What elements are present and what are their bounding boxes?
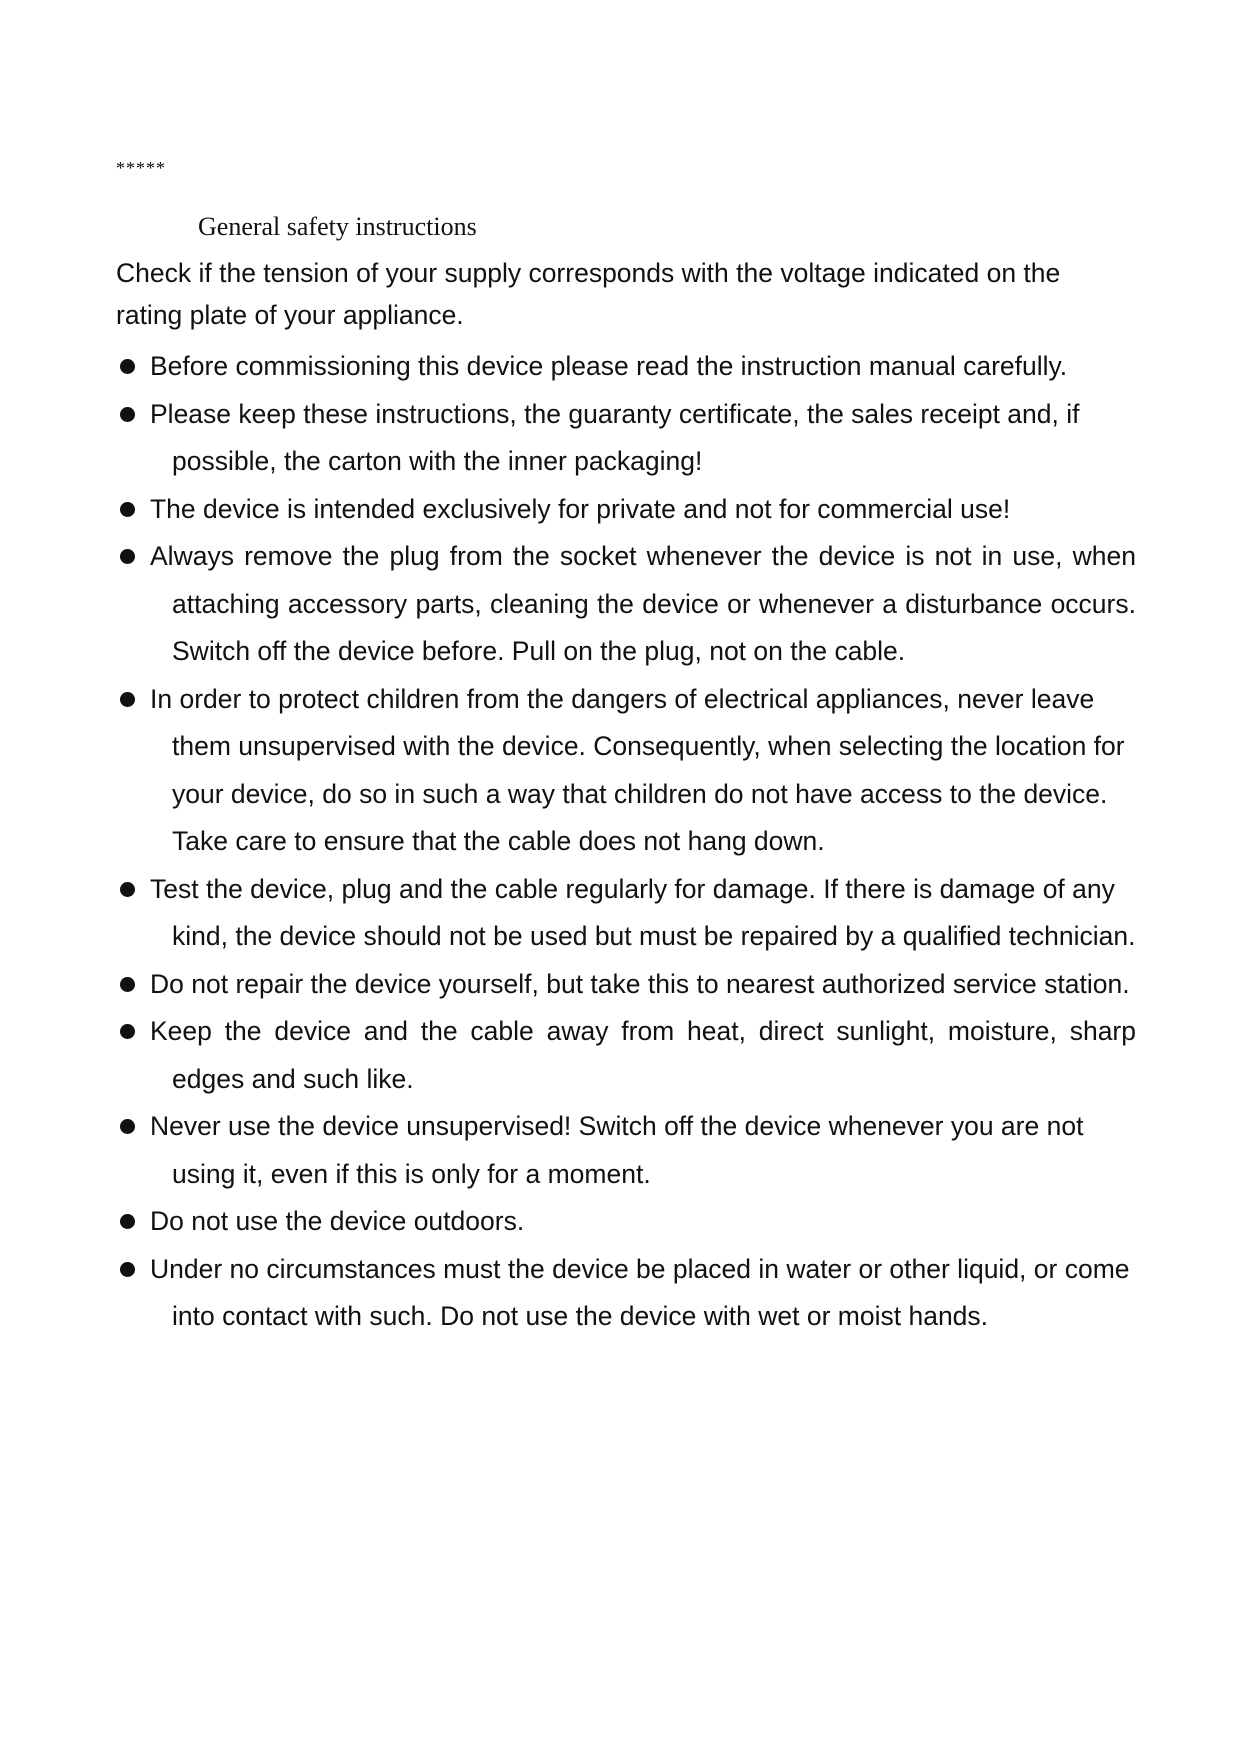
list-item-text: Always remove the plug from the socket whenever the device is not in use, when attaching accessory parts, cleaning the device or whenever a disturbance occurs. Switch off the device before. Pull on the plug, not on the cable. bbox=[150, 541, 1136, 666]
list-item-text: The device is intended exclusively for private and not for commercial use! bbox=[150, 493, 1011, 524]
bullet-icon bbox=[120, 407, 135, 422]
list-item-text: Please keep these instructions, the guaranty certificate, the sales receipt and, if possible, the carton with the inner packaging! bbox=[150, 398, 1080, 476]
bullet-icon bbox=[120, 692, 135, 707]
list-item bbox=[116, 343, 1136, 391]
list-item bbox=[116, 1103, 1136, 1198]
list-item bbox=[116, 1008, 1136, 1103]
bullet-icon bbox=[120, 1024, 135, 1039]
stars-marker: ***** bbox=[116, 158, 166, 178]
bullet-icon bbox=[120, 977, 135, 992]
list-item bbox=[116, 676, 1136, 866]
intro-paragraph: Check if the tension of your supply corresponds with the voltage indicated on the rating plate of your appliance. bbox=[116, 258, 1061, 330]
list-item bbox=[116, 533, 1136, 676]
list-item bbox=[116, 1198, 1136, 1246]
list-item bbox=[116, 1246, 1136, 1341]
list-item bbox=[116, 391, 1136, 486]
list-item-text: Never use the device unsupervised! Switch off the device whenever you are not using it, even if this is only for a moment. bbox=[150, 1111, 1084, 1189]
bullet-icon bbox=[120, 882, 135, 897]
bullet-icon bbox=[120, 1262, 135, 1277]
list-item-text: Do not repair the device yourself, but take this to nearest authorized service station. bbox=[150, 968, 1130, 999]
list-item-text: Do not use the device outdoors. bbox=[150, 1206, 525, 1236]
list-item-text: Under no circumstances must the device be placed in water or other liquid, or come into contact with such. Do not use the device with wet or moist hands. bbox=[150, 1253, 1130, 1331]
bullet-icon bbox=[120, 549, 135, 564]
list-item-text: Test the device, plug and the cable regularly for damage. If there is damage of any kind, the device should not be used but must be repaired by a qualified technician. bbox=[150, 873, 1136, 951]
list-item-text: Before commissioning this device please read the instruction manual carefully. bbox=[150, 351, 1068, 381]
section-heading: General safety instructions bbox=[198, 212, 477, 241]
list-item bbox=[116, 486, 1136, 534]
list-item bbox=[116, 866, 1136, 961]
bullet-icon bbox=[120, 1214, 135, 1229]
bullet-icon bbox=[120, 1119, 135, 1134]
list-item bbox=[116, 961, 1136, 1009]
bullet-icon bbox=[120, 359, 135, 374]
safety-instructions-list bbox=[116, 343, 1136, 1341]
list-item-text: Keep the device and the cable away from heat, direct sunlight, moisture, sharp edges and such like. bbox=[150, 1016, 1136, 1094]
bullet-icon bbox=[120, 502, 135, 517]
list-item-text: In order to protect children from the dangers of electrical appliances, never leave them unsupervised with the device. Consequently, when selecting the location for your device, do so in such a way that children do not have access to the device. Take care to ensure that the cable does not hang down. bbox=[150, 683, 1125, 856]
